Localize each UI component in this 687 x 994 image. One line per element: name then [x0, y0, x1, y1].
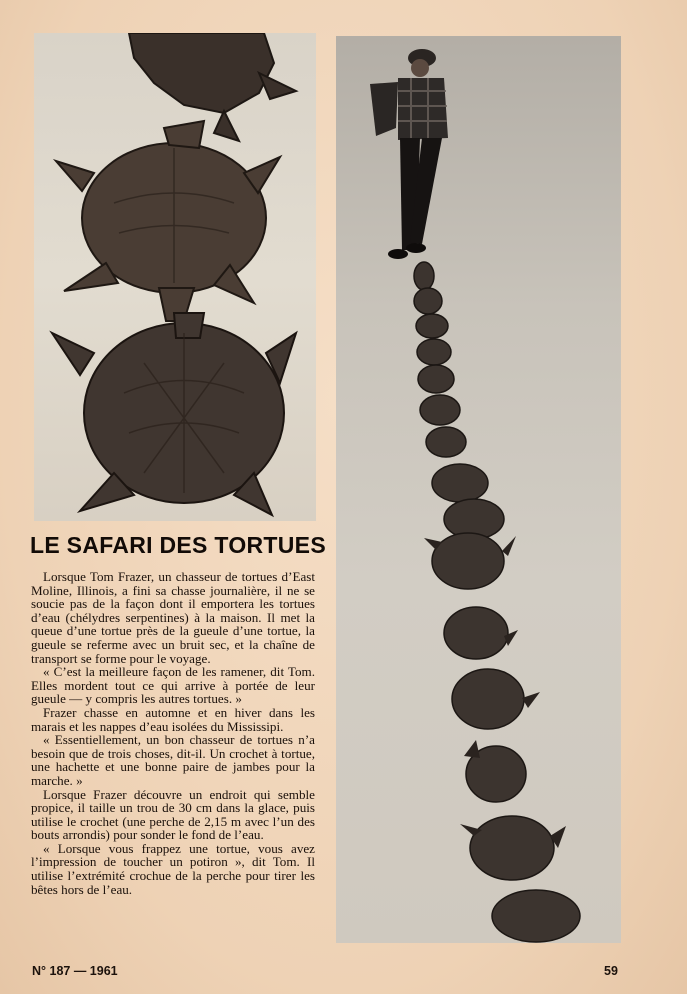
article-paragraph: « Lorsque vous frappez une tortue, vous avez l’impression de toucher un potiron », dit Tom. Il utilise l’extrémité crochue de la perche pour tirer les bêtes hors de l’eau.: [31, 840, 315, 897]
man-figure: [370, 49, 448, 259]
issue-number: N° 187 — 1961: [32, 964, 118, 978]
article-paragraph: « C’est la meilleure façon de les ramener, dit Tom. Elles mordent tout ce qui arrive à portée de leur gueule — y compris les autres tortues. »: [31, 664, 315, 707]
article-paragraph: Lorsque Frazer découvre un endroit qui semble propice, il taille un trou de 30 cm dans la glace, puis utilise le crochet (une perche de 2,15 m avec l’un des bouts arrondis) pour sonder le fond de l’eau.: [31, 786, 315, 843]
photo-man-with-turtle-chain: [336, 36, 621, 943]
article-body: [31, 570, 315, 896]
article-headline: LE SAFARI DES TORTUES: [30, 532, 326, 558]
photo-snapping-turtles-closeup: [34, 33, 316, 521]
article-paragraph: Frazer chasse en automne et en hiver dans les marais et les nappes d’eau isolées du Mississipi.: [31, 704, 315, 734]
article-paragraph: « Essentiellement, un bon chasseur de tortues n’a besoin que de trois choses, dit-il. Un crochet à tortue, une hachette et une bonne paire de jambes pour la marche. »: [31, 732, 315, 788]
turtles-closeup-illustration: [34, 33, 316, 521]
article-paragraph: Lorsque Tom Frazer, un chasseur de tortues d’East Moline, Illinois, a fini sa chasse journalière, il ne se soucie pas de la façon dont il emportera les tortues d’eau (chélydres serpentines) à la maison. Il met la queue d’une tortue près de la gueule d’une tortue, la gueule se referme avec un bruit sec, et la chaîne de transport se forme pour le voyage.: [31, 569, 315, 666]
page-number: 59: [604, 964, 618, 978]
turtle-chain-illustration: [336, 36, 621, 943]
